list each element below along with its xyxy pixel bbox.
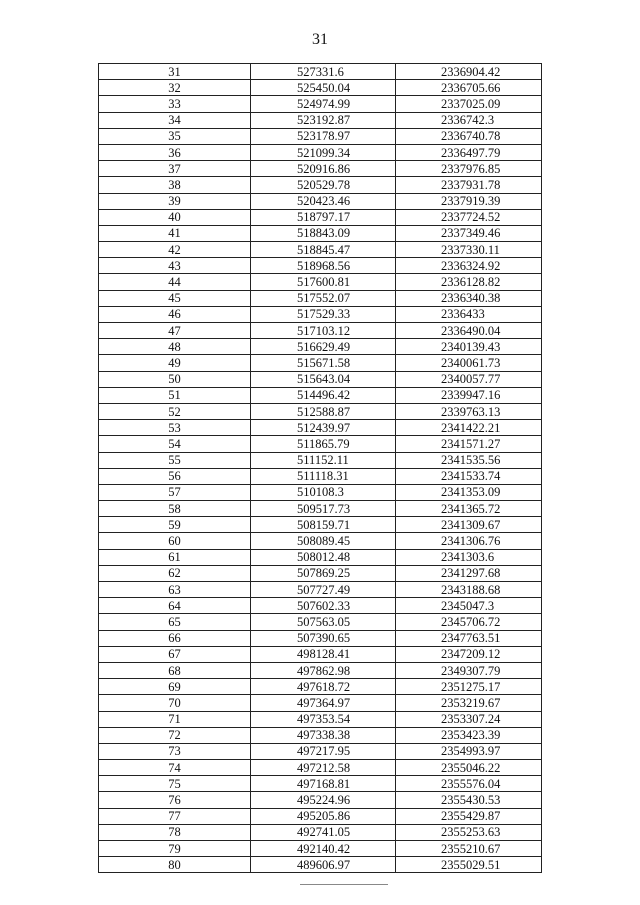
x-coordinate-cell: 516629.49 bbox=[251, 339, 396, 355]
y-coordinate-cell: 2351275.17 bbox=[396, 679, 542, 695]
point-number-cell: 51 bbox=[99, 387, 251, 403]
table-row bbox=[99, 177, 542, 193]
y-coordinate-cell: 2336740.78 bbox=[396, 128, 542, 144]
table-row bbox=[99, 209, 542, 225]
y-coordinate-cell: 2340061.73 bbox=[396, 355, 542, 371]
y-coordinate-cell: 2347209.12 bbox=[396, 646, 542, 662]
table-row bbox=[99, 517, 542, 533]
y-coordinate-cell: 2353307.24 bbox=[396, 711, 542, 727]
table-row bbox=[99, 646, 542, 662]
x-coordinate-cell: 498128.41 bbox=[251, 646, 396, 662]
x-coordinate-cell: 527331.6 bbox=[251, 64, 396, 80]
x-coordinate-cell: 497862.98 bbox=[251, 662, 396, 678]
x-coordinate-cell: 508012.48 bbox=[251, 549, 396, 565]
x-coordinate-cell: 510108.3 bbox=[251, 484, 396, 500]
x-coordinate-cell: 508159.71 bbox=[251, 517, 396, 533]
x-coordinate-cell: 497353.54 bbox=[251, 711, 396, 727]
x-coordinate-cell: 518845.47 bbox=[251, 242, 396, 258]
x-coordinate-cell: 512439.97 bbox=[251, 420, 396, 436]
x-coordinate-cell: 517552.07 bbox=[251, 290, 396, 306]
y-coordinate-cell: 2340139.43 bbox=[396, 339, 542, 355]
point-number-cell: 68 bbox=[99, 662, 251, 678]
y-coordinate-cell: 2345706.72 bbox=[396, 614, 542, 630]
table-row bbox=[99, 582, 542, 598]
point-number-cell: 53 bbox=[99, 420, 251, 436]
y-coordinate-cell: 2341306.76 bbox=[396, 533, 542, 549]
point-number-cell: 74 bbox=[99, 760, 251, 776]
table-row bbox=[99, 695, 542, 711]
y-coordinate-cell: 2355253.63 bbox=[396, 824, 542, 840]
x-coordinate-cell: 515643.04 bbox=[251, 371, 396, 387]
point-number-cell: 36 bbox=[99, 144, 251, 160]
y-coordinate-cell: 2349307.79 bbox=[396, 662, 542, 678]
y-coordinate-cell: 2353423.39 bbox=[396, 727, 542, 743]
point-number-cell: 42 bbox=[99, 242, 251, 258]
y-coordinate-cell: 2347763.51 bbox=[396, 630, 542, 646]
point-number-cell: 48 bbox=[99, 339, 251, 355]
point-number-cell: 47 bbox=[99, 323, 251, 339]
point-number-cell: 40 bbox=[99, 209, 251, 225]
x-coordinate-cell: 495224.96 bbox=[251, 792, 396, 808]
point-number-cell: 62 bbox=[99, 565, 251, 581]
y-coordinate-cell: 2341309.67 bbox=[396, 517, 542, 533]
point-number-cell: 31 bbox=[99, 64, 251, 80]
point-number-cell: 78 bbox=[99, 824, 251, 840]
x-coordinate-cell: 518797.17 bbox=[251, 209, 396, 225]
point-number-cell: 41 bbox=[99, 225, 251, 241]
point-number-cell: 33 bbox=[99, 96, 251, 112]
x-coordinate-cell: 497618.72 bbox=[251, 679, 396, 695]
x-coordinate-cell: 517529.33 bbox=[251, 306, 396, 322]
table-row bbox=[99, 371, 542, 387]
point-number-cell: 43 bbox=[99, 258, 251, 274]
y-coordinate-cell: 2353219.67 bbox=[396, 695, 542, 711]
point-number-cell: 61 bbox=[99, 549, 251, 565]
coordinates-table-body bbox=[99, 64, 542, 873]
table-row bbox=[99, 776, 542, 792]
y-coordinate-cell: 2355430.53 bbox=[396, 792, 542, 808]
point-number-cell: 70 bbox=[99, 695, 251, 711]
y-coordinate-cell: 2337724.52 bbox=[396, 209, 542, 225]
point-number-cell: 65 bbox=[99, 614, 251, 630]
table-row bbox=[99, 306, 542, 322]
x-coordinate-cell: 523192.87 bbox=[251, 112, 396, 128]
y-coordinate-cell: 2336490.04 bbox=[396, 323, 542, 339]
y-coordinate-cell: 2355210.67 bbox=[396, 841, 542, 857]
y-coordinate-cell: 2341303.6 bbox=[396, 549, 542, 565]
table-row bbox=[99, 112, 542, 128]
table-row bbox=[99, 484, 542, 500]
y-coordinate-cell: 2336904.42 bbox=[396, 64, 542, 80]
y-coordinate-cell: 2354993.97 bbox=[396, 743, 542, 759]
table-row bbox=[99, 355, 542, 371]
table-row bbox=[99, 614, 542, 630]
point-number-cell: 60 bbox=[99, 533, 251, 549]
x-coordinate-cell: 511152.11 bbox=[251, 452, 396, 468]
table-row bbox=[99, 549, 542, 565]
x-coordinate-cell: 497217.95 bbox=[251, 743, 396, 759]
point-number-cell: 67 bbox=[99, 646, 251, 662]
table-row bbox=[99, 80, 542, 96]
y-coordinate-cell: 2337330.11 bbox=[396, 242, 542, 258]
table-row bbox=[99, 64, 542, 80]
point-number-cell: 39 bbox=[99, 193, 251, 209]
x-coordinate-cell: 524974.99 bbox=[251, 96, 396, 112]
table-row bbox=[99, 403, 542, 419]
point-number-cell: 79 bbox=[99, 841, 251, 857]
table-row bbox=[99, 857, 542, 873]
table-row bbox=[99, 760, 542, 776]
y-coordinate-cell: 2336340.38 bbox=[396, 290, 542, 306]
y-coordinate-cell: 2341365.72 bbox=[396, 501, 542, 517]
x-coordinate-cell: 507869.25 bbox=[251, 565, 396, 581]
x-coordinate-cell: 511118.31 bbox=[251, 468, 396, 484]
point-number-cell: 54 bbox=[99, 436, 251, 452]
point-number-cell: 32 bbox=[99, 80, 251, 96]
point-number-cell: 75 bbox=[99, 776, 251, 792]
point-number-cell: 57 bbox=[99, 484, 251, 500]
x-coordinate-cell: 492741.05 bbox=[251, 824, 396, 840]
table-row bbox=[99, 96, 542, 112]
table-row bbox=[99, 630, 542, 646]
table-row bbox=[99, 743, 542, 759]
x-coordinate-cell: 509517.73 bbox=[251, 501, 396, 517]
y-coordinate-cell: 2355576.04 bbox=[396, 776, 542, 792]
table-row bbox=[99, 323, 542, 339]
point-number-cell: 66 bbox=[99, 630, 251, 646]
x-coordinate-cell: 511865.79 bbox=[251, 436, 396, 452]
point-number-cell: 77 bbox=[99, 808, 251, 824]
x-coordinate-cell: 515671.58 bbox=[251, 355, 396, 371]
y-coordinate-cell: 2355046.22 bbox=[396, 760, 542, 776]
table-row bbox=[99, 808, 542, 824]
table-row bbox=[99, 144, 542, 160]
x-coordinate-cell: 497212.58 bbox=[251, 760, 396, 776]
table-row bbox=[99, 193, 542, 209]
point-number-cell: 34 bbox=[99, 112, 251, 128]
y-coordinate-cell: 2339947.16 bbox=[396, 387, 542, 403]
point-number-cell: 38 bbox=[99, 177, 251, 193]
point-number-cell: 49 bbox=[99, 355, 251, 371]
y-coordinate-cell: 2339763.13 bbox=[396, 403, 542, 419]
x-coordinate-cell: 495205.86 bbox=[251, 808, 396, 824]
y-coordinate-cell: 2337025.09 bbox=[396, 96, 542, 112]
table-row bbox=[99, 792, 542, 808]
point-number-cell: 50 bbox=[99, 371, 251, 387]
y-coordinate-cell: 2341571.27 bbox=[396, 436, 542, 452]
table-row bbox=[99, 128, 542, 144]
x-coordinate-cell: 508089.45 bbox=[251, 533, 396, 549]
table-row bbox=[99, 565, 542, 581]
y-coordinate-cell: 2343188.68 bbox=[396, 582, 542, 598]
table-row bbox=[99, 290, 542, 306]
point-number-cell: 69 bbox=[99, 679, 251, 695]
x-coordinate-cell: 507602.33 bbox=[251, 598, 396, 614]
x-coordinate-cell: 523178.97 bbox=[251, 128, 396, 144]
point-number-cell: 76 bbox=[99, 792, 251, 808]
x-coordinate-cell: 497338.38 bbox=[251, 727, 396, 743]
footer-divider bbox=[300, 884, 388, 885]
coordinates-table bbox=[98, 63, 542, 873]
y-coordinate-cell: 2336497.79 bbox=[396, 144, 542, 160]
point-number-cell: 64 bbox=[99, 598, 251, 614]
x-coordinate-cell: 517103.12 bbox=[251, 323, 396, 339]
point-number-cell: 56 bbox=[99, 468, 251, 484]
y-coordinate-cell: 2345047.3 bbox=[396, 598, 542, 614]
x-coordinate-cell: 517600.81 bbox=[251, 274, 396, 290]
table-row bbox=[99, 679, 542, 695]
y-coordinate-cell: 2336433 bbox=[396, 306, 542, 322]
x-coordinate-cell: 518843.09 bbox=[251, 225, 396, 241]
point-number-cell: 37 bbox=[99, 161, 251, 177]
y-coordinate-cell: 2341353.09 bbox=[396, 484, 542, 500]
table-row bbox=[99, 501, 542, 517]
page-number: 31 bbox=[312, 31, 328, 48]
y-coordinate-cell: 2355029.51 bbox=[396, 857, 542, 873]
y-coordinate-cell: 2336128.82 bbox=[396, 274, 542, 290]
x-coordinate-cell: 518968.56 bbox=[251, 258, 396, 274]
table-row bbox=[99, 258, 542, 274]
point-number-cell: 63 bbox=[99, 582, 251, 598]
x-coordinate-cell: 489606.97 bbox=[251, 857, 396, 873]
y-coordinate-cell: 2336742.3 bbox=[396, 112, 542, 128]
table-row bbox=[99, 225, 542, 241]
point-number-cell: 72 bbox=[99, 727, 251, 743]
y-coordinate-cell: 2340057.77 bbox=[396, 371, 542, 387]
x-coordinate-cell: 520423.46 bbox=[251, 193, 396, 209]
x-coordinate-cell: 512588.87 bbox=[251, 403, 396, 419]
y-coordinate-cell: 2337919.39 bbox=[396, 193, 542, 209]
table-row bbox=[99, 436, 542, 452]
table-row bbox=[99, 662, 542, 678]
point-number-cell: 46 bbox=[99, 306, 251, 322]
y-coordinate-cell: 2336324.92 bbox=[396, 258, 542, 274]
point-number-cell: 73 bbox=[99, 743, 251, 759]
table-row bbox=[99, 161, 542, 177]
x-coordinate-cell: 514496.42 bbox=[251, 387, 396, 403]
y-coordinate-cell: 2337931.78 bbox=[396, 177, 542, 193]
table-row bbox=[99, 274, 542, 290]
y-coordinate-cell: 2337349.46 bbox=[396, 225, 542, 241]
table-row bbox=[99, 468, 542, 484]
point-number-cell: 71 bbox=[99, 711, 251, 727]
y-coordinate-cell: 2341533.74 bbox=[396, 468, 542, 484]
point-number-cell: 35 bbox=[99, 128, 251, 144]
table-row bbox=[99, 824, 542, 840]
y-coordinate-cell: 2341297.68 bbox=[396, 565, 542, 581]
table-row bbox=[99, 841, 542, 857]
x-coordinate-cell: 497168.81 bbox=[251, 776, 396, 792]
y-coordinate-cell: 2355429.87 bbox=[396, 808, 542, 824]
table-row bbox=[99, 711, 542, 727]
table-row bbox=[99, 420, 542, 436]
y-coordinate-cell: 2341535.56 bbox=[396, 452, 542, 468]
table-row bbox=[99, 452, 542, 468]
table-row bbox=[99, 598, 542, 614]
y-coordinate-cell: 2341422.21 bbox=[396, 420, 542, 436]
table-row bbox=[99, 339, 542, 355]
point-number-cell: 55 bbox=[99, 452, 251, 468]
x-coordinate-cell: 507727.49 bbox=[251, 582, 396, 598]
table-row bbox=[99, 533, 542, 549]
x-coordinate-cell: 520916.86 bbox=[251, 161, 396, 177]
point-number-cell: 44 bbox=[99, 274, 251, 290]
table-row bbox=[99, 242, 542, 258]
table-row bbox=[99, 387, 542, 403]
point-number-cell: 45 bbox=[99, 290, 251, 306]
table-row bbox=[99, 727, 542, 743]
x-coordinate-cell: 507390.65 bbox=[251, 630, 396, 646]
y-coordinate-cell: 2337976.85 bbox=[396, 161, 542, 177]
y-coordinate-cell: 2336705.66 bbox=[396, 80, 542, 96]
x-coordinate-cell: 521099.34 bbox=[251, 144, 396, 160]
point-number-cell: 52 bbox=[99, 403, 251, 419]
x-coordinate-cell: 520529.78 bbox=[251, 177, 396, 193]
x-coordinate-cell: 525450.04 bbox=[251, 80, 396, 96]
x-coordinate-cell: 507563.05 bbox=[251, 614, 396, 630]
point-number-cell: 58 bbox=[99, 501, 251, 517]
point-number-cell: 59 bbox=[99, 517, 251, 533]
point-number-cell: 80 bbox=[99, 857, 251, 873]
x-coordinate-cell: 497364.97 bbox=[251, 695, 396, 711]
x-coordinate-cell: 492140.42 bbox=[251, 841, 396, 857]
